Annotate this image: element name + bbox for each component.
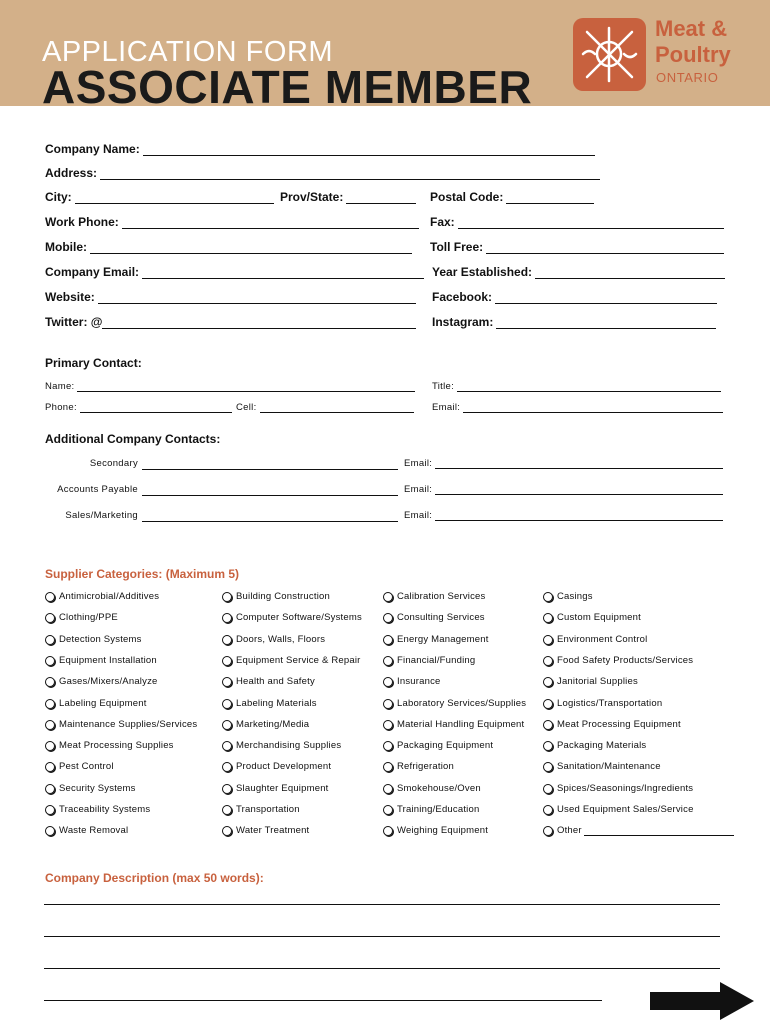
twitter-label: Twitter: @ xyxy=(45,315,103,329)
checkbox-circle-icon[interactable] xyxy=(543,826,553,836)
category-option[interactable] xyxy=(543,591,593,602)
secondary-input[interactable] xyxy=(142,458,398,470)
primary-email-field[interactable] xyxy=(432,402,723,413)
accounts-payable-email-field[interactable] xyxy=(404,484,723,495)
secondary-label: Secondary xyxy=(89,458,138,469)
category-option[interactable] xyxy=(543,634,647,645)
category-option[interactable] xyxy=(383,719,524,730)
description-line-3[interactable] xyxy=(44,968,720,969)
checkbox-circle-icon[interactable] xyxy=(45,826,55,836)
primary-phone-input[interactable] xyxy=(80,402,232,413)
checkbox-circle-icon[interactable] xyxy=(45,762,55,772)
checkbox-circle-icon[interactable] xyxy=(222,805,232,815)
primary-name-field[interactable] xyxy=(45,381,415,392)
category-label: Food Safety Products/Services xyxy=(557,655,694,666)
category-label: Gases/Mixers/Analyze xyxy=(59,676,158,687)
description-line-1[interactable] xyxy=(44,904,720,905)
category-option[interactable] xyxy=(45,825,128,836)
category-label: Labeling Materials xyxy=(236,698,317,709)
logo-text-line1: Meat & xyxy=(655,16,728,41)
category-label: Insurance xyxy=(397,676,441,687)
category-label: Product Development xyxy=(236,761,332,772)
checkbox-circle-icon[interactable] xyxy=(45,720,55,730)
checkbox-circle-icon[interactable] xyxy=(383,677,393,687)
instagram-field[interactable] xyxy=(432,315,716,329)
primary-contact-heading: Primary Contact: xyxy=(45,356,142,370)
postal-code-field[interactable] xyxy=(430,190,594,204)
primary-cell-input[interactable] xyxy=(260,402,414,413)
category-option[interactable] xyxy=(383,825,488,836)
checkbox-circle-icon[interactable] xyxy=(543,720,553,730)
accounts-payable-input[interactable] xyxy=(142,484,398,496)
checkbox-circle-icon[interactable] xyxy=(383,635,393,645)
category-option[interactable] xyxy=(45,761,114,772)
header-banner xyxy=(0,0,770,113)
category-option[interactable] xyxy=(45,655,157,666)
category-label: Environment Control xyxy=(557,634,648,645)
accounts-payable-email-label: Email: xyxy=(404,484,433,495)
category-option[interactable] xyxy=(45,804,150,815)
category-option[interactable] xyxy=(222,825,309,836)
category-option[interactable] xyxy=(543,804,694,815)
checkbox-circle-icon[interactable] xyxy=(222,592,232,602)
fax-label: Fax: xyxy=(430,215,455,229)
address-field[interactable] xyxy=(45,166,600,180)
sales-marketing-input[interactable] xyxy=(142,510,398,522)
category-label: Sanitation/Maintenance xyxy=(557,761,661,772)
checkbox-circle-icon[interactable] xyxy=(383,805,393,815)
primary-cell-label: Cell: xyxy=(236,402,257,413)
secondary-email-field[interactable] xyxy=(404,458,723,469)
category-option[interactable] xyxy=(383,740,493,751)
description-line-4[interactable] xyxy=(44,1000,602,1001)
fax-input[interactable] xyxy=(458,216,724,229)
prov-state-label: Prov/State: xyxy=(280,190,344,204)
checkbox-circle-icon[interactable] xyxy=(222,826,232,836)
primary-title-field[interactable] xyxy=(432,381,721,392)
additional-contacts-heading: Additional Company Contacts: xyxy=(45,432,221,446)
checkbox-circle-icon[interactable] xyxy=(222,613,232,623)
category-label: Detection Systems xyxy=(59,634,142,645)
address-input[interactable] xyxy=(100,167,600,180)
website-label: Website: xyxy=(45,290,95,304)
checkbox-circle-icon[interactable] xyxy=(543,699,553,709)
sales-marketing-email-label: Email: xyxy=(404,510,433,521)
sales-marketing-email-input[interactable] xyxy=(435,510,723,521)
checkbox-circle-icon[interactable] xyxy=(383,784,393,794)
category-label: Packaging Materials xyxy=(557,740,647,751)
company-email-label: Company Email: xyxy=(45,265,140,279)
company-email-field[interactable] xyxy=(45,265,424,279)
category-option[interactable] xyxy=(45,719,197,730)
checkbox-circle-icon[interactable] xyxy=(383,656,393,666)
category-option[interactable] xyxy=(543,825,734,836)
checkbox-circle-icon[interactable] xyxy=(222,699,232,709)
category-option[interactable] xyxy=(543,655,693,666)
checkbox-circle-icon[interactable] xyxy=(383,741,393,751)
prov-state-field[interactable] xyxy=(280,190,416,204)
company-name-field[interactable] xyxy=(45,142,595,156)
category-option[interactable] xyxy=(543,719,681,730)
category-option[interactable] xyxy=(383,591,485,602)
category-label: Computer Software/Systems xyxy=(236,612,362,623)
category-option[interactable] xyxy=(383,612,485,623)
checkbox-circle-icon[interactable] xyxy=(45,805,55,815)
city-input[interactable] xyxy=(75,191,274,204)
category-option[interactable] xyxy=(222,591,330,602)
category-option[interactable] xyxy=(222,804,300,815)
category-label: Equipment Service & Repair xyxy=(236,655,361,666)
category-option[interactable] xyxy=(543,612,641,623)
category-label: Weighing Equipment xyxy=(397,825,489,836)
checkbox-circle-icon[interactable] xyxy=(222,784,232,794)
category-label: Meat Processing Equipment xyxy=(557,719,681,730)
checkbox-circle-icon[interactable] xyxy=(45,699,55,709)
category-label: Calibration Services xyxy=(397,591,486,602)
category-label: Water Treatment xyxy=(236,825,310,836)
primary-name-input[interactable] xyxy=(77,381,415,392)
description-line-2[interactable] xyxy=(44,936,720,937)
category-option[interactable] xyxy=(383,804,479,815)
checkbox-circle-icon[interactable] xyxy=(222,635,232,645)
category-option[interactable] xyxy=(383,761,454,772)
form-title: ASSOCIATE MEMBER xyxy=(42,61,533,113)
category-option[interactable] xyxy=(222,740,341,751)
year-established-input[interactable] xyxy=(535,266,725,279)
work-phone-field[interactable] xyxy=(45,215,419,229)
year-established-field[interactable] xyxy=(432,265,725,279)
checkbox-circle-icon[interactable] xyxy=(45,741,55,751)
category-option[interactable] xyxy=(222,698,317,709)
checkbox-circle-icon[interactable] xyxy=(383,613,393,623)
category-label: Financial/Funding xyxy=(397,655,476,666)
category-label: Energy Management xyxy=(397,634,489,645)
category-option[interactable] xyxy=(222,676,315,687)
checkbox-circle-icon[interactable] xyxy=(383,762,393,772)
checkbox-circle-icon[interactable] xyxy=(543,741,553,751)
toll-free-field[interactable] xyxy=(430,240,724,254)
checkbox-circle-icon[interactable] xyxy=(543,784,553,794)
category-label: Logistics/Transportation xyxy=(557,698,663,709)
checkbox-circle-icon[interactable] xyxy=(383,720,393,730)
category-label: Doors, Walls, Floors xyxy=(236,634,326,645)
checkbox-circle-icon[interactable] xyxy=(222,677,232,687)
category-option[interactable] xyxy=(543,761,661,772)
toll-free-input[interactable] xyxy=(486,241,724,254)
category-option[interactable] xyxy=(383,698,526,709)
category-label: Laboratory Services/Supplies xyxy=(397,698,527,709)
logo-text-line3: ONTARIO xyxy=(656,70,719,85)
checkbox-circle-icon[interactable] xyxy=(543,762,553,772)
category-option[interactable] xyxy=(383,783,481,794)
checkbox-circle-icon[interactable] xyxy=(383,699,393,709)
category-label: Refrigeration xyxy=(397,761,454,772)
mobile-label: Mobile: xyxy=(45,240,87,254)
category-label: Other xyxy=(557,825,582,836)
category-option[interactable] xyxy=(222,761,331,772)
company-name-input[interactable] xyxy=(143,143,595,156)
checkbox-circle-icon[interactable] xyxy=(45,613,55,623)
category-label: Janitorial Supplies xyxy=(557,676,638,687)
facebook-input[interactable] xyxy=(495,291,717,304)
form-subtitle: APPLICATION FORM xyxy=(42,36,334,68)
twitter-field[interactable] xyxy=(45,315,416,329)
company-name-label: Company Name: xyxy=(45,142,140,156)
mobile-field[interactable] xyxy=(45,240,412,254)
checkbox-circle-icon[interactable] xyxy=(543,592,553,602)
checkbox-circle-icon[interactable] xyxy=(45,635,55,645)
category-label: Smokehouse/Oven xyxy=(397,783,481,794)
primary-email-label: Email: xyxy=(432,402,461,413)
checkbox-circle-icon[interactable] xyxy=(383,592,393,602)
category-label: Equipment Installation xyxy=(59,655,157,666)
category-label: Consulting Services xyxy=(397,612,485,623)
facebook-label: Facebook: xyxy=(432,290,493,304)
postal-code-input[interactable] xyxy=(506,191,594,204)
logo-text-line2: Poultry xyxy=(655,42,731,67)
secondary-email-input[interactable] xyxy=(435,458,723,469)
accounts-payable-email-input[interactable] xyxy=(435,484,723,495)
category-option[interactable] xyxy=(45,698,147,709)
category-option[interactable] xyxy=(222,655,361,666)
twitter-input[interactable] xyxy=(102,316,416,329)
facebook-field[interactable] xyxy=(432,290,717,304)
toll-free-label: Toll Free: xyxy=(430,240,484,254)
category-option[interactable] xyxy=(45,634,142,645)
city-label: City: xyxy=(45,190,72,204)
primary-phone-field[interactable] xyxy=(45,402,232,413)
category-label: Spices/Seasonings/Ingredients xyxy=(557,783,694,794)
category-label: Pest Control xyxy=(59,761,114,772)
category-label: Marketing/Media xyxy=(236,719,310,730)
checkbox-circle-icon[interactable] xyxy=(543,635,553,645)
checkbox-circle-icon[interactable] xyxy=(222,656,232,666)
category-label: Packaging Equipment xyxy=(397,740,494,751)
category-option[interactable] xyxy=(543,698,662,709)
other-category-input[interactable] xyxy=(584,826,734,836)
category-label: Slaughter Equipment xyxy=(236,783,329,794)
category-label: Material Handling Equipment xyxy=(397,719,525,730)
category-option[interactable] xyxy=(45,612,118,623)
prov-state-input[interactable] xyxy=(346,191,416,204)
primary-phone-label: Phone: xyxy=(45,402,77,413)
work-phone-label: Work Phone: xyxy=(45,215,119,229)
mobile-input[interactable] xyxy=(90,241,412,254)
checkbox-circle-icon[interactable] xyxy=(222,741,232,751)
city-field[interactable] xyxy=(45,190,274,204)
sales-marketing-email-field[interactable] xyxy=(404,510,723,521)
category-label: Waste Removal xyxy=(59,825,129,836)
category-label: Casings xyxy=(557,591,593,602)
company-description-heading: Company Description (max 50 words): xyxy=(45,871,264,885)
primary-title-label: Title: xyxy=(432,381,455,392)
category-option[interactable] xyxy=(543,783,693,794)
checkbox-circle-icon[interactable] xyxy=(383,826,393,836)
checkbox-circle-icon[interactable] xyxy=(45,677,55,687)
right-arrow-icon[interactable] xyxy=(650,982,756,1025)
category-label: Meat Processing Supplies xyxy=(59,740,174,751)
category-option[interactable] xyxy=(45,591,159,602)
website-field[interactable] xyxy=(45,290,416,304)
category-label: Custom Equipment xyxy=(557,612,641,623)
primary-email-input[interactable] xyxy=(463,402,723,413)
category-label: Antimicrobial/Additives xyxy=(59,591,160,602)
category-label: Used Equipment Sales/Service xyxy=(557,804,694,815)
checkbox-circle-icon[interactable] xyxy=(543,805,553,815)
logo-mark-icon xyxy=(573,18,646,91)
checkbox-circle-icon[interactable] xyxy=(45,656,55,666)
checkbox-circle-icon[interactable] xyxy=(543,613,553,623)
checkbox-circle-icon[interactable] xyxy=(543,677,553,687)
category-option[interactable] xyxy=(45,676,158,687)
primary-cell-field[interactable] xyxy=(236,402,414,413)
instagram-label: Instagram: xyxy=(432,315,494,329)
instagram-input[interactable] xyxy=(496,316,716,329)
secondary-email-label: Email: xyxy=(404,458,433,469)
category-option[interactable] xyxy=(383,655,475,666)
category-label: Transportation xyxy=(236,804,300,815)
work-phone-input[interactable] xyxy=(122,216,419,229)
category-option[interactable] xyxy=(383,676,441,687)
category-label: Health and Safety xyxy=(236,676,315,687)
category-label: Security Systems xyxy=(59,783,136,794)
category-option[interactable] xyxy=(45,740,174,751)
accounts-payable-label: Accounts Payable xyxy=(57,484,138,495)
category-label: Building Construction xyxy=(236,591,330,602)
year-established-label: Year Established: xyxy=(432,265,533,279)
checkbox-circle-icon[interactable] xyxy=(222,762,232,772)
primary-title-input[interactable] xyxy=(457,381,721,392)
category-label: Labeling Equipment xyxy=(59,698,147,709)
fax-field[interactable] xyxy=(430,215,724,229)
checkbox-circle-icon[interactable] xyxy=(222,720,232,730)
category-option[interactable] xyxy=(222,634,325,645)
primary-name-label: Name: xyxy=(45,381,75,392)
category-option[interactable] xyxy=(222,719,309,730)
category-label: Clothing/PPE xyxy=(59,612,118,623)
checkbox-circle-icon[interactable] xyxy=(45,784,55,794)
category-option[interactable] xyxy=(543,740,646,751)
checkbox-circle-icon[interactable] xyxy=(45,592,55,602)
address-label: Address: xyxy=(45,166,98,180)
category-option[interactable] xyxy=(383,634,489,645)
checkbox-circle-icon[interactable] xyxy=(543,656,553,666)
sales-marketing-label: Sales/Marketing xyxy=(65,510,138,521)
category-option[interactable] xyxy=(45,783,136,794)
website-input[interactable] xyxy=(98,291,416,304)
supplier-categories-heading: Supplier Categories: (Maximum 5) xyxy=(45,567,240,581)
category-label: Training/Education xyxy=(397,804,480,815)
category-label: Merchandising Supplies xyxy=(236,740,342,751)
category-option[interactable] xyxy=(222,783,329,794)
category-label: Maintenance Supplies/Services xyxy=(59,719,198,730)
company-email-input[interactable] xyxy=(142,266,424,279)
category-label: Traceability Systems xyxy=(59,804,151,815)
category-option[interactable] xyxy=(222,612,362,623)
postal-code-label: Postal Code: xyxy=(430,190,504,204)
category-option[interactable] xyxy=(543,676,638,687)
